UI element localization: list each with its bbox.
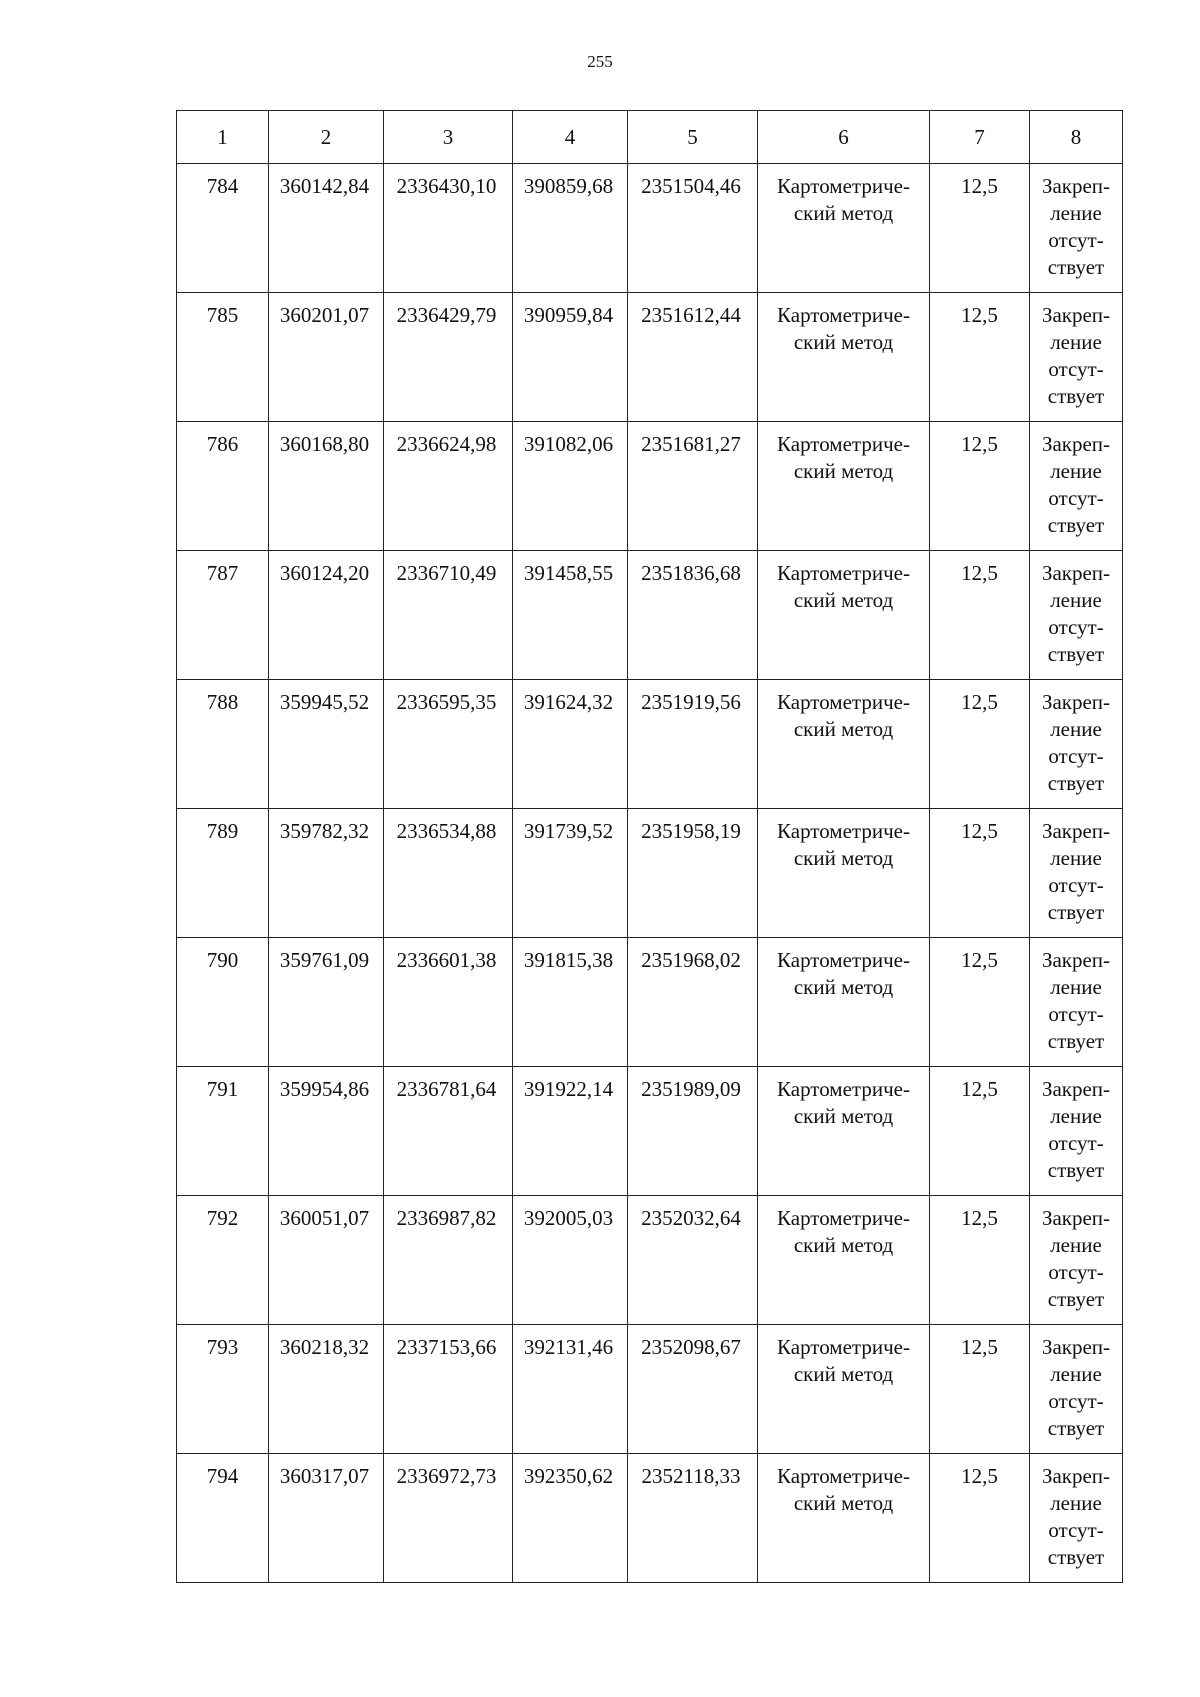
method: Картометриче- ский метод (758, 551, 930, 680)
table-row (177, 422, 1123, 551)
point-number: 793 (177, 1325, 269, 1454)
accuracy: 12,5 (930, 809, 1030, 938)
coord-x-1: 360168,80 (269, 422, 384, 551)
point-number: 790 (177, 938, 269, 1067)
coord-y-1: 2336972,73 (384, 1454, 513, 1583)
point-number: 794 (177, 1454, 269, 1583)
method: Картометриче- ский метод (758, 422, 930, 551)
table-header-row (177, 111, 1123, 164)
coord-x-1: 360201,07 (269, 293, 384, 422)
method: Картометриче- ский метод (758, 1454, 930, 1583)
coord-x-1: 360051,07 (269, 1196, 384, 1325)
coord-x-2: 391624,32 (513, 680, 628, 809)
table-row (177, 680, 1123, 809)
coord-x-1: 360218,32 (269, 1325, 384, 1454)
coord-x-2: 392131,46 (513, 1325, 628, 1454)
coord-x-2: 391082,06 (513, 422, 628, 551)
coord-y-2: 2351968,02 (628, 938, 758, 1067)
column-header: 6 (758, 111, 930, 164)
method: Картометриче- ский метод (758, 164, 930, 293)
column-header: 3 (384, 111, 513, 164)
coord-y-2: 2352032,64 (628, 1196, 758, 1325)
accuracy: 12,5 (930, 938, 1030, 1067)
coord-y-1: 2336601,38 (384, 938, 513, 1067)
coord-x-2: 391458,55 (513, 551, 628, 680)
fixing: Закреп- ление отсут- ствует (1030, 1067, 1123, 1196)
table-row (177, 551, 1123, 680)
table-row (177, 164, 1123, 293)
fixing: Закреп- ление отсут- ствует (1030, 164, 1123, 293)
coord-x-1: 359954,86 (269, 1067, 384, 1196)
coord-x-2: 390859,68 (513, 164, 628, 293)
point-number: 786 (177, 422, 269, 551)
table-row (177, 938, 1123, 1067)
fixing: Закреп- ление отсут- ствует (1030, 422, 1123, 551)
coord-y-2: 2351612,44 (628, 293, 758, 422)
fixing: Закреп- ление отсут- ствует (1030, 680, 1123, 809)
coord-y-2: 2352118,33 (628, 1454, 758, 1583)
coord-x-1: 359945,52 (269, 680, 384, 809)
table-row (177, 1067, 1123, 1196)
coord-x-1: 359761,09 (269, 938, 384, 1067)
coord-y-1: 2336595,35 (384, 680, 513, 809)
coord-y-1: 2336781,64 (384, 1067, 513, 1196)
method: Картометриче- ский метод (758, 1325, 930, 1454)
column-header: 2 (269, 111, 384, 164)
column-header: 4 (513, 111, 628, 164)
column-header: 1 (177, 111, 269, 164)
coord-y-1: 2336430,10 (384, 164, 513, 293)
coord-y-2: 2352098,67 (628, 1325, 758, 1454)
accuracy: 12,5 (930, 1454, 1030, 1583)
method: Картометриче- ский метод (758, 809, 930, 938)
fixing: Закреп- ление отсут- ствует (1030, 551, 1123, 680)
accuracy: 12,5 (930, 1196, 1030, 1325)
coord-x-2: 390959,84 (513, 293, 628, 422)
accuracy: 12,5 (930, 1067, 1030, 1196)
point-number: 792 (177, 1196, 269, 1325)
coord-x-1: 360124,20 (269, 551, 384, 680)
point-number: 788 (177, 680, 269, 809)
column-header: 7 (930, 111, 1030, 164)
table-row (177, 1325, 1123, 1454)
table-row (177, 293, 1123, 422)
accuracy: 12,5 (930, 680, 1030, 809)
coord-x-1: 360142,84 (269, 164, 384, 293)
accuracy: 12,5 (930, 293, 1030, 422)
coord-y-2: 2351958,19 (628, 809, 758, 938)
fixing: Закреп- ление отсут- ствует (1030, 1325, 1123, 1454)
table-row (177, 809, 1123, 938)
coord-y-1: 2336987,82 (384, 1196, 513, 1325)
coord-y-2: 2351836,68 (628, 551, 758, 680)
fixing: Закреп- ление отсут- ствует (1030, 809, 1123, 938)
point-number: 787 (177, 551, 269, 680)
method: Картометриче- ский метод (758, 1196, 930, 1325)
coord-x-2: 391922,14 (513, 1067, 628, 1196)
coord-x-1: 359782,32 (269, 809, 384, 938)
fixing: Закреп- ление отсут- ствует (1030, 938, 1123, 1067)
coord-y-1: 2336429,79 (384, 293, 513, 422)
table-row (177, 1196, 1123, 1325)
accuracy: 12,5 (930, 1325, 1030, 1454)
column-header: 5 (628, 111, 758, 164)
accuracy: 12,5 (930, 422, 1030, 551)
coord-y-2: 2351919,56 (628, 680, 758, 809)
coord-y-1: 2336624,98 (384, 422, 513, 551)
coord-x-2: 392005,03 (513, 1196, 628, 1325)
accuracy: 12,5 (930, 164, 1030, 293)
method: Картометриче- ский метод (758, 680, 930, 809)
page-number: 255 (587, 52, 613, 71)
point-number: 785 (177, 293, 269, 422)
accuracy: 12,5 (930, 551, 1030, 680)
method: Картометриче- ский метод (758, 938, 930, 1067)
point-number: 791 (177, 1067, 269, 1196)
table-row (177, 1454, 1123, 1583)
coord-x-2: 392350,62 (513, 1454, 628, 1583)
coord-y-2: 2351989,09 (628, 1067, 758, 1196)
fixing: Закреп- ление отсут- ствует (1030, 293, 1123, 422)
point-number: 789 (177, 809, 269, 938)
coord-y-2: 2351681,27 (628, 422, 758, 551)
coord-x-2: 391739,52 (513, 809, 628, 938)
fixing: Закреп- ление отсут- ствует (1030, 1196, 1123, 1325)
fixing: Закреп- ление отсут- ствует (1030, 1454, 1123, 1583)
coord-y-1: 2336710,49 (384, 551, 513, 680)
coord-x-1: 360317,07 (269, 1454, 384, 1583)
method: Картометриче- ский метод (758, 1067, 930, 1196)
point-number: 784 (177, 164, 269, 293)
column-header: 8 (1030, 111, 1123, 164)
coord-y-1: 2337153,66 (384, 1325, 513, 1454)
coordinates-table (176, 110, 1123, 1583)
coord-x-2: 391815,38 (513, 938, 628, 1067)
coord-y-2: 2351504,46 (628, 164, 758, 293)
method: Картометриче- ский метод (758, 293, 930, 422)
coord-y-1: 2336534,88 (384, 809, 513, 938)
